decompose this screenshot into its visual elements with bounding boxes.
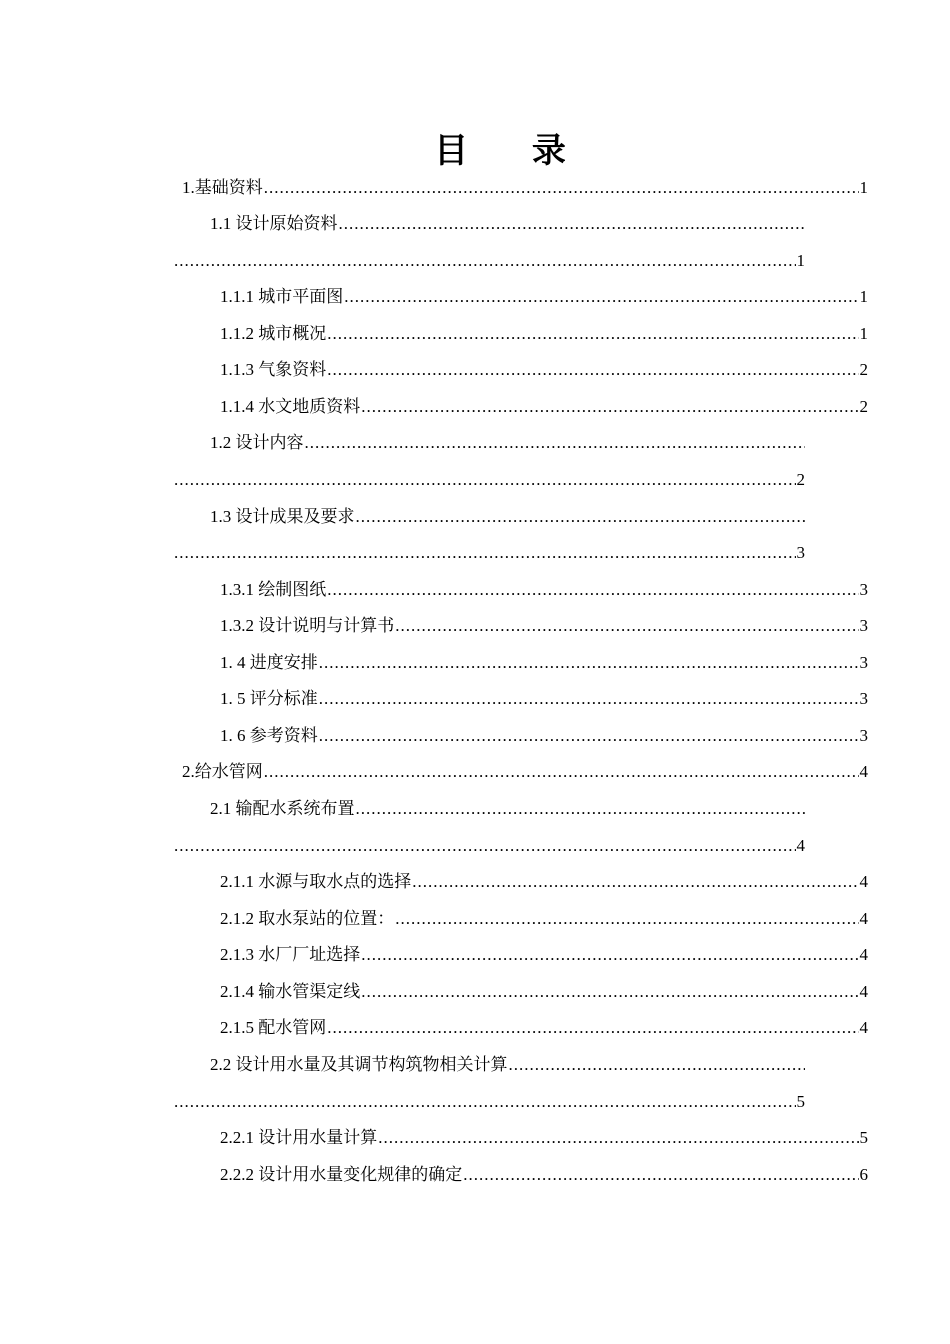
toc-entry-label: 1.1.1 城市平面图: [220, 287, 344, 306]
toc-entry[interactable]: [182, 760, 868, 784]
toc-entry-continuation[interactable]: [173, 249, 805, 273]
toc-leader: [361, 395, 858, 419]
toc-leader: [463, 1163, 858, 1187]
toc-entry[interactable]: [220, 651, 868, 675]
toc-entry[interactable]: [220, 358, 868, 382]
toc-entry[interactable]: [220, 980, 868, 1004]
toc-entry-label: 2.1 输配水系统布置: [210, 799, 355, 818]
toc-entry-continuation[interactable]: [173, 468, 805, 492]
toc-entry[interactable]: [220, 907, 868, 931]
toc-leader: [319, 651, 859, 675]
toc-entry-label: 1.3 设计成果及要求: [210, 507, 355, 526]
toc-entry[interactable]: [220, 578, 868, 602]
toc-entry-page: 1: [859, 178, 868, 197]
toc-entry-page: 3: [859, 653, 868, 672]
toc-entry-label: 1.2 设计内容: [210, 433, 304, 452]
toc-leader: [361, 943, 858, 967]
toc-entry-label: 2.1.1 水源与取水点的选择: [220, 872, 412, 891]
toc-entry[interactable]: [220, 724, 868, 748]
toc-entry-label: 2.1.2 取水泵站的位置：: [220, 909, 395, 928]
toc-entry-label: 2.2 设计用水量及其调节构筑物相关计算: [210, 1055, 508, 1074]
toc-entry[interactable]: [220, 870, 868, 894]
toc-entry-page: 2: [859, 360, 868, 379]
toc-entry-page: 3: [859, 689, 868, 708]
toc-entry-page: 3: [859, 616, 868, 635]
toc-entry[interactable]: [220, 943, 868, 967]
toc-entry[interactable]: [182, 176, 868, 200]
toc-entry-label: 1.1.3 气象资料: [220, 360, 327, 379]
toc-entry-label: 2.1.3 水厂厂址选择: [220, 945, 361, 964]
toc-leader: [361, 980, 858, 1004]
toc-entry-label: 1.3.1 绘制图纸: [220, 580, 327, 599]
toc-entry-label: 1.3.2 设计说明与计算书: [220, 616, 395, 635]
toc-leader: [395, 614, 858, 638]
toc-entry-label: 1.1.2 城市概况: [220, 324, 327, 343]
toc-entry[interactable]: [210, 797, 806, 821]
toc-entry-page: 6: [859, 1165, 868, 1184]
toc-entry-page: 4: [859, 945, 868, 964]
toc-leader: [327, 1016, 858, 1040]
toc-entry-label: 2.给水管网: [182, 762, 263, 781]
toc-entry[interactable]: [210, 431, 806, 455]
toc-leader: [339, 212, 806, 236]
toc-leader: [174, 249, 796, 273]
toc-entry-page: 3: [859, 726, 868, 745]
toc-entry-label: 1.1.4 水文地质资料: [220, 397, 361, 416]
toc-leader: [395, 907, 858, 931]
toc-entry-page: 2: [859, 397, 868, 416]
toc-entry[interactable]: [220, 395, 868, 419]
toc-entry[interactable]: [220, 1126, 868, 1150]
toc-entry-page: 4: [859, 762, 868, 781]
toc-entry-label: 2.2.1 设计用水量计算: [220, 1128, 378, 1147]
toc-entry[interactable]: [220, 285, 868, 309]
toc-entry-label: 1.基础资料: [182, 178, 263, 197]
toc-leader: [412, 870, 858, 894]
toc-entry-label: 1.1 设计原始资料: [210, 214, 338, 233]
toc-title: 目 录: [434, 131, 592, 171]
toc-entry-label: 1. 4 进度安排: [220, 653, 318, 672]
toc-entry[interactable]: [210, 505, 806, 529]
toc-leader: [264, 760, 859, 784]
toc-leader: [264, 176, 859, 200]
toc-leader: [319, 724, 859, 748]
toc-entry[interactable]: [220, 1016, 868, 1040]
toc-leader: [174, 541, 796, 565]
toc-entry-page: 3: [859, 580, 868, 599]
toc-entry-label: 1. 5 评分标准: [220, 689, 318, 708]
toc-entry-page: 1: [796, 251, 805, 270]
toc-entry[interactable]: [210, 212, 806, 236]
toc-entry[interactable]: [220, 322, 868, 346]
toc-entry-label: 2.2.2 设计用水量变化规律的确定: [220, 1165, 463, 1184]
toc-entry-continuation[interactable]: [173, 541, 805, 565]
toc-leader: [356, 797, 806, 821]
toc-entry-page: 4: [859, 982, 868, 1001]
toc-entry-page: 5: [859, 1128, 868, 1147]
toc-entry-label: 2.1.4 输水管渠定线: [220, 982, 361, 1001]
toc-leader: [509, 1053, 806, 1077]
toc-leader: [356, 505, 806, 529]
toc-leader: [327, 322, 858, 346]
toc-leader: [327, 358, 858, 382]
toc-entry-page: 2: [796, 470, 805, 489]
toc-entry-continuation[interactable]: [173, 1090, 805, 1114]
toc-entry[interactable]: [220, 1163, 868, 1187]
toc-entry[interactable]: [220, 614, 868, 638]
toc-entry-page: 4: [859, 1018, 868, 1037]
toc-leader: [378, 1126, 858, 1150]
toc-entry-page: 4: [796, 836, 805, 855]
toc-entry-page: 3: [796, 543, 805, 562]
toc-leader: [327, 578, 858, 602]
toc-entry[interactable]: [220, 687, 868, 711]
toc-leader: [174, 468, 796, 492]
toc-leader: [174, 1090, 796, 1114]
toc-entry-page: 5: [796, 1092, 805, 1111]
toc-entry-continuation[interactable]: [173, 834, 805, 858]
toc-entry-page: 4: [859, 909, 868, 928]
toc-entry-page: 4: [859, 872, 868, 891]
toc-leader: [344, 285, 858, 309]
toc-leader: [305, 431, 806, 455]
toc-entry-label: 2.1.5 配水管网: [220, 1018, 327, 1037]
toc-leader: [319, 687, 859, 711]
toc-entry-page: 1: [859, 287, 868, 306]
toc-entry-page: 1: [859, 324, 868, 343]
toc-entry[interactable]: [210, 1053, 806, 1077]
toc-entry-label: 1. 6 参考资料: [220, 726, 318, 745]
toc-leader: [174, 834, 796, 858]
